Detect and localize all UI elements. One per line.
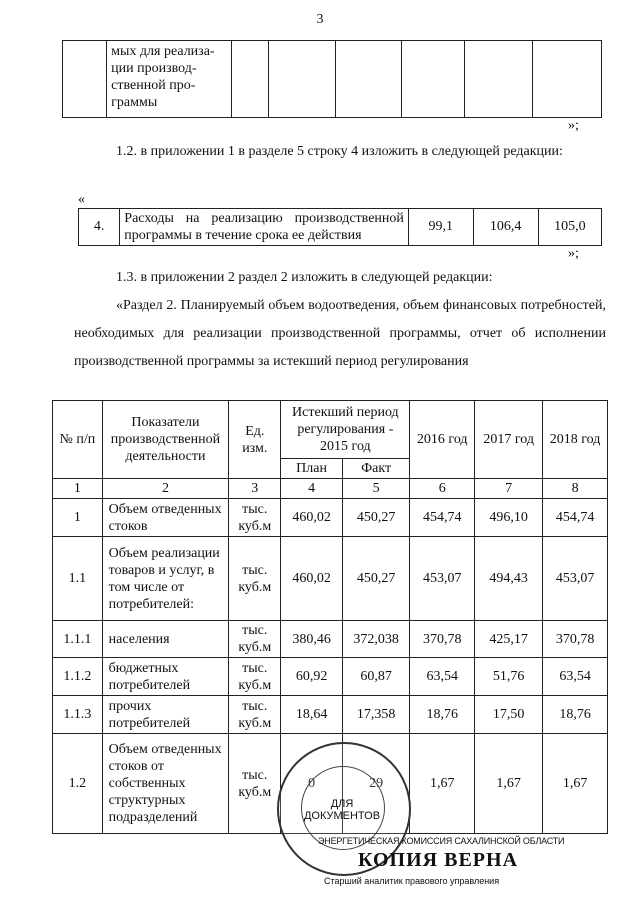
row-indicator: бюджетных потребителей [102,658,229,696]
column-number: 6 [410,479,475,499]
paragraph-1-2: 1.2. в приложении 1 в разделе 5 строку 4 изложить в следующей редакции: [116,144,563,159]
page-number: 3 [316,12,324,27]
row-unit: тыс. куб.м [229,658,281,696]
row-plan: 60,92 [281,658,342,696]
top-fragment-table [62,40,602,118]
row-fact: 450,27 [342,537,410,621]
row-num: 1 [53,499,103,537]
table-row [53,658,608,696]
stamp-signer-line: Старший аналитик правового управления [324,876,500,886]
table-row [53,621,608,658]
column-number: 1 [53,479,103,499]
row-2017: 494,43 [475,537,543,621]
table-row [53,499,608,537]
row-num: 1.1.2 [53,658,103,696]
row-2018: 370,78 [543,621,608,658]
row-2016: 63,54 [410,658,475,696]
stamp-label-line1: ДЛЯ [330,798,354,810]
row-indicator: населения [102,621,229,658]
row-2016: 1,67 [410,734,475,834]
row-2017: 425,17 [475,621,543,658]
row-2018: 63,54 [543,658,608,696]
column-number: 5 [342,479,410,499]
header-2016: 2016 год [410,401,475,479]
row-2017: 17,50 [475,696,543,734]
header-period: Истекший период регулирования - 2015 год [281,401,410,459]
row-2017: 51,76 [475,658,543,696]
row-2016: 370,78 [410,621,475,658]
header-plan: План [281,459,342,479]
row-2016: 454,74 [410,499,475,537]
header-num: № п/п [53,401,103,479]
table-row [53,537,608,621]
stamp-commission-line: ЭНЕРГЕТИЧЕСКАЯ КОМИССИЯ САХАЛИНСКОЙ ОБЛАСТИ [318,836,565,846]
row-indicator: Объем реализации товаров и услуг, в том числе от потребителей: [102,537,229,621]
row-plan: 0 [281,734,342,834]
column-number: 8 [543,479,608,499]
table-row [53,696,608,734]
row-2017: 1,67 [475,734,543,834]
row-num: 1.1.3 [53,696,103,734]
row-unit: тыс. куб.м [229,499,281,537]
row-2018: 454,74 [543,499,608,537]
row-fact: 29 [342,734,410,834]
row-unit: тыс. куб.м [229,537,281,621]
row-plan: 460,02 [281,537,342,621]
row-fact: 60,87 [342,658,410,696]
row-num: 1.1.1 [53,621,103,658]
row-unit: тыс. куб.м [229,696,281,734]
closing-quote: »; [568,118,579,133]
row-num: 1.1 [53,537,103,621]
row-indicator: Объем отведенных стоков от собственных структурных подразделений [102,734,229,834]
top-fragment-text: мых для реализа-ции производ-ственной про-граммы [107,41,232,118]
column-number: 7 [475,479,543,499]
row4-v3: 105,0 [538,209,601,246]
row-fact: 372,038 [342,621,410,658]
row-unit: тыс. куб.м [229,621,281,658]
header-2018: 2018 год [543,401,608,479]
opening-quote: « [78,192,85,207]
row4-table [78,208,602,246]
copy-certification-stamp [318,836,565,890]
row-num: 1.2 [53,734,103,834]
row-2016: 18,76 [410,696,475,734]
row-unit: тыс. куб.м [229,734,281,834]
row-plan: 460,02 [281,499,342,537]
closing-quote: »; [568,246,579,261]
header-fact: Факт [342,459,410,479]
row-indicator: Объем отведенных стоков [102,499,229,537]
column-number: 4 [281,479,342,499]
row-fact: 450,27 [342,499,410,537]
column-number: 3 [229,479,281,499]
row-indicator: прочих потребителей [102,696,229,734]
row4-v1: 99,1 [408,209,473,246]
row-plan: 18,64 [281,696,342,734]
row4-desc: Расходы на реализацию производственной программы в течение срока ее действия [120,209,409,246]
row4-num: 4. [79,209,120,246]
column-number: 2 [102,479,229,499]
stamp-copy-title: КОПИЯ ВЕРНА [358,849,519,871]
row4-v2: 106,4 [473,209,538,246]
paragraph-1-3: 1.3. в приложении 2 раздел 2 изложить в следующей редакции: [116,270,493,285]
stamp-label-line2: ДОКУМЕНТОВ [303,810,381,822]
row-fact: 17,358 [342,696,410,734]
row-plan: 380,46 [281,621,342,658]
row-2017: 496,10 [475,499,543,537]
section-title: «Раздел 2. Планируемый объем водоотведения, объем финансовых потребностей, необходимых для реализации производственной программы, отчет об исполнении производственной программы за истекший период регулирования [74,298,606,369]
header-indicator: Показатели производственной деятельности [102,401,229,479]
row-2018: 18,76 [543,696,608,734]
row-2016: 453,07 [410,537,475,621]
header-2017: 2017 год [475,401,543,479]
header-unit: Ед. изм. [229,401,281,479]
row-2018: 453,07 [543,537,608,621]
row-2018: 1,67 [543,734,608,834]
